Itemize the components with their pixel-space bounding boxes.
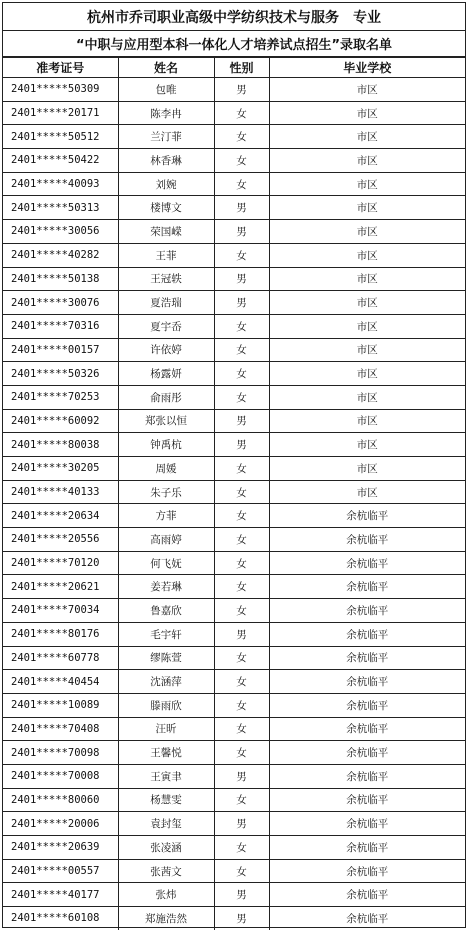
cell-school: 余杭临平 xyxy=(269,717,465,741)
cell-gender: 男 xyxy=(214,883,269,907)
cell-gender: 女 xyxy=(214,528,269,552)
cell-gender: 女 xyxy=(214,646,269,670)
cell-gender: 男 xyxy=(214,220,269,244)
cell-exam-id: 2401*****30205 xyxy=(3,457,118,481)
cell-name: 包唯 xyxy=(118,78,214,102)
cell-school: 余杭临平 xyxy=(269,836,465,860)
table-row xyxy=(3,409,465,433)
table-row xyxy=(3,314,465,338)
table-row xyxy=(3,267,465,291)
cell-gender: 女 xyxy=(214,575,269,599)
cell-gender: 男 xyxy=(214,907,269,930)
cell-exam-id: 2401*****20556 xyxy=(3,528,118,552)
table-row xyxy=(3,149,465,173)
cell-gender: 女 xyxy=(214,504,269,528)
cell-exam-id: 2401*****60108 xyxy=(3,907,118,930)
cell-school: 余杭临平 xyxy=(269,599,465,623)
cell-gender: 男 xyxy=(214,764,269,788)
cell-exam-id: 2401*****50326 xyxy=(3,362,118,386)
cell-exam-id: 2401*****50313 xyxy=(3,196,118,220)
cell-name: 杨露妍 xyxy=(118,362,214,386)
cell-exam-id: 2401*****00557 xyxy=(3,859,118,883)
table-row xyxy=(3,338,465,362)
cell-name: 陈李冉 xyxy=(118,101,214,125)
cell-school: 余杭临平 xyxy=(269,528,465,552)
cell-gender: 女 xyxy=(214,693,269,717)
cell-name: 何飞妩 xyxy=(118,551,214,575)
cell-gender: 男 xyxy=(214,409,269,433)
cell-exam-id: 2401*****30076 xyxy=(3,291,118,315)
header-exam-id: 准考证号 xyxy=(3,58,118,78)
cell-name: 张炜 xyxy=(118,883,214,907)
table-row xyxy=(3,78,465,102)
header-name: 姓名 xyxy=(118,58,214,78)
cell-name: 郑施浩然 xyxy=(118,907,214,930)
table-row xyxy=(3,717,465,741)
cell-school: 余杭临平 xyxy=(269,812,465,836)
cell-name: 郑张以恒 xyxy=(118,409,214,433)
table-row xyxy=(3,670,465,694)
cell-gender: 男 xyxy=(214,78,269,102)
cell-school: 余杭临平 xyxy=(269,575,465,599)
cell-exam-id: 2401*****20621 xyxy=(3,575,118,599)
cell-gender: 男 xyxy=(214,267,269,291)
cell-school: 市区 xyxy=(269,149,465,173)
cell-gender: 女 xyxy=(214,741,269,765)
cell-school: 余杭临平 xyxy=(269,504,465,528)
cell-name: 王冠轶 xyxy=(118,267,214,291)
cell-school: 市区 xyxy=(269,457,465,481)
header-gender: 性别 xyxy=(214,58,269,78)
cell-gender: 女 xyxy=(214,836,269,860)
cell-gender: 女 xyxy=(214,338,269,362)
cell-name: 王菲 xyxy=(118,243,214,267)
table-row xyxy=(3,385,465,409)
table-row xyxy=(3,812,465,836)
table-row xyxy=(3,504,465,528)
cell-name: 张茜文 xyxy=(118,859,214,883)
table-body xyxy=(3,78,465,930)
table-row xyxy=(3,291,465,315)
table-row xyxy=(3,764,465,788)
table-row xyxy=(3,243,465,267)
cell-exam-id: 2401*****10089 xyxy=(3,693,118,717)
cell-exam-id: 2401*****20171 xyxy=(3,101,118,125)
cell-name: 汪昕 xyxy=(118,717,214,741)
cell-name: 滕雨欣 xyxy=(118,693,214,717)
cell-school: 市区 xyxy=(269,433,465,457)
table-row xyxy=(3,528,465,552)
cell-exam-id: 2401*****50309 xyxy=(3,78,118,102)
cell-name: 俞雨彤 xyxy=(118,385,214,409)
cell-school: 余杭临平 xyxy=(269,764,465,788)
cell-name: 王寅聿 xyxy=(118,764,214,788)
table-row xyxy=(3,457,465,481)
cell-school: 余杭临平 xyxy=(269,646,465,670)
cell-exam-id: 2401*****20006 xyxy=(3,812,118,836)
cell-name: 周媛 xyxy=(118,457,214,481)
table-row xyxy=(3,693,465,717)
cell-name: 姜若琳 xyxy=(118,575,214,599)
cell-name: 刘婉 xyxy=(118,172,214,196)
document-subtitle: “中职与应用型本科一体化人才培养试点招生”录取名单 xyxy=(3,31,465,57)
cell-gender: 女 xyxy=(214,362,269,386)
table-row xyxy=(3,741,465,765)
cell-school: 市区 xyxy=(269,267,465,291)
cell-exam-id: 2401*****50422 xyxy=(3,149,118,173)
table-row xyxy=(3,551,465,575)
table-row xyxy=(3,433,465,457)
cell-name: 方菲 xyxy=(118,504,214,528)
cell-school: 余杭临平 xyxy=(269,551,465,575)
cell-exam-id: 2401*****20634 xyxy=(3,504,118,528)
document-title: 杭州市乔司职业高级中学纺织技术与服务 专业 xyxy=(3,3,465,31)
table-row xyxy=(3,907,465,930)
cell-school: 市区 xyxy=(269,220,465,244)
cell-school: 市区 xyxy=(269,172,465,196)
cell-exam-id: 2401*****40282 xyxy=(3,243,118,267)
cell-school: 余杭临平 xyxy=(269,670,465,694)
table-row xyxy=(3,172,465,196)
table-row xyxy=(3,196,465,220)
cell-exam-id: 2401*****40133 xyxy=(3,480,118,504)
cell-exam-id: 2401*****80176 xyxy=(3,622,118,646)
cell-name: 楼博文 xyxy=(118,196,214,220)
cell-exam-id: 2401*****70253 xyxy=(3,385,118,409)
cell-gender: 男 xyxy=(214,622,269,646)
cell-exam-id: 2401*****70408 xyxy=(3,717,118,741)
cell-gender: 女 xyxy=(214,125,269,149)
cell-school: 市区 xyxy=(269,78,465,102)
cell-school: 市区 xyxy=(269,196,465,220)
cell-gender: 女 xyxy=(214,551,269,575)
cell-exam-id: 2401*****70316 xyxy=(3,314,118,338)
cell-exam-id: 2401*****70120 xyxy=(3,551,118,575)
cell-exam-id: 2401*****50138 xyxy=(3,267,118,291)
table-row xyxy=(3,101,465,125)
table-row xyxy=(3,362,465,386)
table-row xyxy=(3,836,465,860)
cell-gender: 女 xyxy=(214,149,269,173)
cell-name: 袁封玺 xyxy=(118,812,214,836)
table-row xyxy=(3,125,465,149)
cell-name: 毛宇轩 xyxy=(118,622,214,646)
header-school: 毕业学校 xyxy=(269,58,465,78)
cell-gender: 男 xyxy=(214,196,269,220)
cell-name: 朱子乐 xyxy=(118,480,214,504)
cell-name: 兰汀菲 xyxy=(118,125,214,149)
cell-name: 夏浩瑞 xyxy=(118,291,214,315)
cell-name: 夏宇岙 xyxy=(118,314,214,338)
cell-exam-id: 2401*****00157 xyxy=(3,338,118,362)
cell-school: 市区 xyxy=(269,362,465,386)
table-row xyxy=(3,646,465,670)
cell-gender: 男 xyxy=(214,812,269,836)
table-row xyxy=(3,220,465,244)
cell-exam-id: 2401*****60092 xyxy=(3,409,118,433)
cell-name: 荣国嵘 xyxy=(118,220,214,244)
cell-exam-id: 2401*****30056 xyxy=(3,220,118,244)
cell-gender: 女 xyxy=(214,101,269,125)
cell-school: 市区 xyxy=(269,243,465,267)
cell-school: 余杭临平 xyxy=(269,907,465,930)
cell-exam-id: 2401*****70098 xyxy=(3,741,118,765)
cell-school: 市区 xyxy=(269,125,465,149)
cell-exam-id: 2401*****70008 xyxy=(3,764,118,788)
table-row xyxy=(3,575,465,599)
table-row xyxy=(3,883,465,907)
cell-exam-id: 2401*****80038 xyxy=(3,433,118,457)
cell-school: 市区 xyxy=(269,480,465,504)
cell-name: 沈涵萍 xyxy=(118,670,214,694)
cell-exam-id: 2401*****40177 xyxy=(3,883,118,907)
cell-name: 高雨婷 xyxy=(118,528,214,552)
cell-name: 钟禹杭 xyxy=(118,433,214,457)
cell-school: 市区 xyxy=(269,338,465,362)
cell-exam-id: 2401*****40454 xyxy=(3,670,118,694)
cell-gender: 女 xyxy=(214,717,269,741)
cell-name: 杨慧雯 xyxy=(118,788,214,812)
cell-exam-id: 2401*****70034 xyxy=(3,599,118,623)
cell-name: 鲁嘉欣 xyxy=(118,599,214,623)
cell-name: 缪陈萱 xyxy=(118,646,214,670)
cell-exam-id: 2401*****20639 xyxy=(3,836,118,860)
cell-name: 林香琳 xyxy=(118,149,214,173)
cell-gender: 女 xyxy=(214,385,269,409)
cell-school: 市区 xyxy=(269,314,465,338)
cell-gender: 女 xyxy=(214,859,269,883)
cell-gender: 女 xyxy=(214,599,269,623)
cell-exam-id: 2401*****80060 xyxy=(3,788,118,812)
table-row xyxy=(3,788,465,812)
cell-school: 余杭临平 xyxy=(269,859,465,883)
cell-school: 市区 xyxy=(269,385,465,409)
cell-exam-id: 2401*****60778 xyxy=(3,646,118,670)
cell-gender: 男 xyxy=(214,433,269,457)
cell-gender: 女 xyxy=(214,457,269,481)
cell-school: 市区 xyxy=(269,409,465,433)
cell-gender: 女 xyxy=(214,314,269,338)
cell-gender: 女 xyxy=(214,243,269,267)
cell-school: 余杭临平 xyxy=(269,693,465,717)
admission-table xyxy=(3,57,465,930)
table-row xyxy=(3,599,465,623)
cell-school: 余杭临平 xyxy=(269,883,465,907)
cell-gender: 男 xyxy=(214,291,269,315)
cell-exam-id: 2401*****50512 xyxy=(3,125,118,149)
table-header-row xyxy=(3,58,465,78)
table-row xyxy=(3,859,465,883)
cell-name: 张凌涵 xyxy=(118,836,214,860)
cell-school: 余杭临平 xyxy=(269,788,465,812)
cell-school: 余杭临平 xyxy=(269,622,465,646)
cell-school: 余杭临平 xyxy=(269,741,465,765)
cell-school: 市区 xyxy=(269,101,465,125)
cell-gender: 女 xyxy=(214,670,269,694)
cell-exam-id: 2401*****40093 xyxy=(3,172,118,196)
admission-list-sheet xyxy=(2,2,466,928)
table-row xyxy=(3,480,465,504)
cell-gender: 女 xyxy=(214,172,269,196)
cell-gender: 女 xyxy=(214,480,269,504)
cell-name: 王馨悦 xyxy=(118,741,214,765)
cell-name: 许依婷 xyxy=(118,338,214,362)
cell-school: 市区 xyxy=(269,291,465,315)
cell-gender: 女 xyxy=(214,788,269,812)
table-row xyxy=(3,622,465,646)
